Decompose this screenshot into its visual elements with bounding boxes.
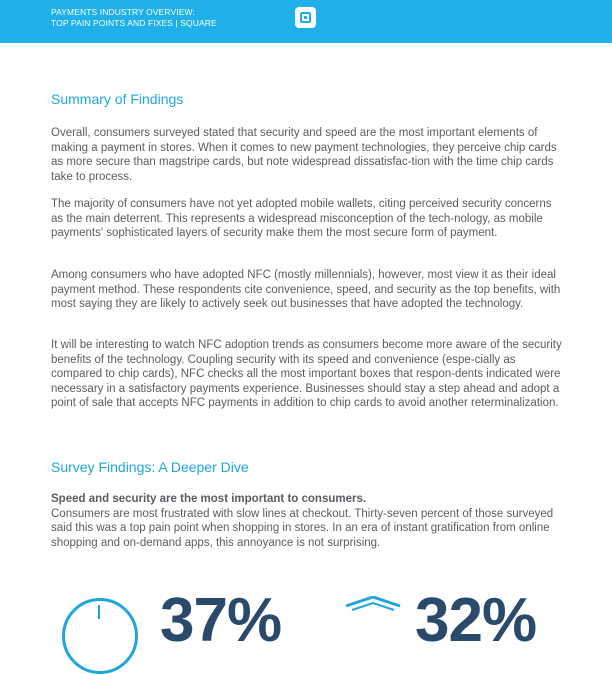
shield-icon — [342, 596, 404, 636]
header-line-1: PAYMENTS INDUSTRY OVERVIEW: — [51, 7, 195, 17]
summary-paragraph-3: Among consumers who have adopted NFC (mostly millennials), however, most view it as their ideal payment method. These respondents cite convenience, speed, and security as the top benefits, with most saying they are likely to actively seek out businesses that have adopted the technology. — [51, 269, 561, 310]
header-line-2: TOP PAIN POINTS AND FIXES | SQUARE — [51, 18, 217, 28]
summary-paragraph-1: Overall, consumers surveyed stated that security and speed are the most important elements of making a payment in stores. When it comes to new payment technologies, they perceive chip cards as more secure than magstripe cards, but note widespread dissatisfac-tion with the time chip cards take to process. — [51, 127, 557, 183]
summary-paragraph-4: It will be interesting to watch NFC adoption trends as consumers become more aware of the security benefits of the technology. Coupling security with its speed and convenience (espe-cially as compared to chip cards), NFC checks all the most important boxes that respon-dents indicated were necessary in a satisfactory payments experience. Businesses should stay a step ahead and adopt a point of sale that accepts NFC payments in addition to chip cards to avoid another reterminalization. — [51, 339, 562, 409]
deeper-dive-body: Consumers are most frustrated with slow lines at checkout. Thirty-seven percent of those surveyed said this was a top pain point when shopping in stores. In an era of instant gratification from online shopping and on-demand apps, this annoyance is not surprising. — [51, 507, 554, 549]
header-bar — [0, 0, 612, 43]
clock-icon — [62, 598, 138, 674]
summary-paragraph-2: The majority of consumers have not yet adopted mobile wallets, citing perceived security concerns as the main deterrent. This represents a widespread misconception of the tech-nology, as mobile payments' sophisticated layers of security make them the most secure form of payment. — [51, 198, 552, 239]
deeper-dive-heading: Survey Findings: A Deeper Dive — [51, 459, 249, 475]
deeper-dive-lead: Speed and security are the most important to consumers. — [51, 493, 367, 505]
stat-percentage-1: 37% — [160, 586, 282, 655]
stat-percentage-2: 32% — [415, 586, 537, 655]
summary-heading: Summary of Findings — [51, 91, 184, 107]
header-title — [51, 7, 217, 29]
square-logo-icon — [295, 7, 316, 28]
deeper-dive-paragraph — [51, 492, 566, 550]
